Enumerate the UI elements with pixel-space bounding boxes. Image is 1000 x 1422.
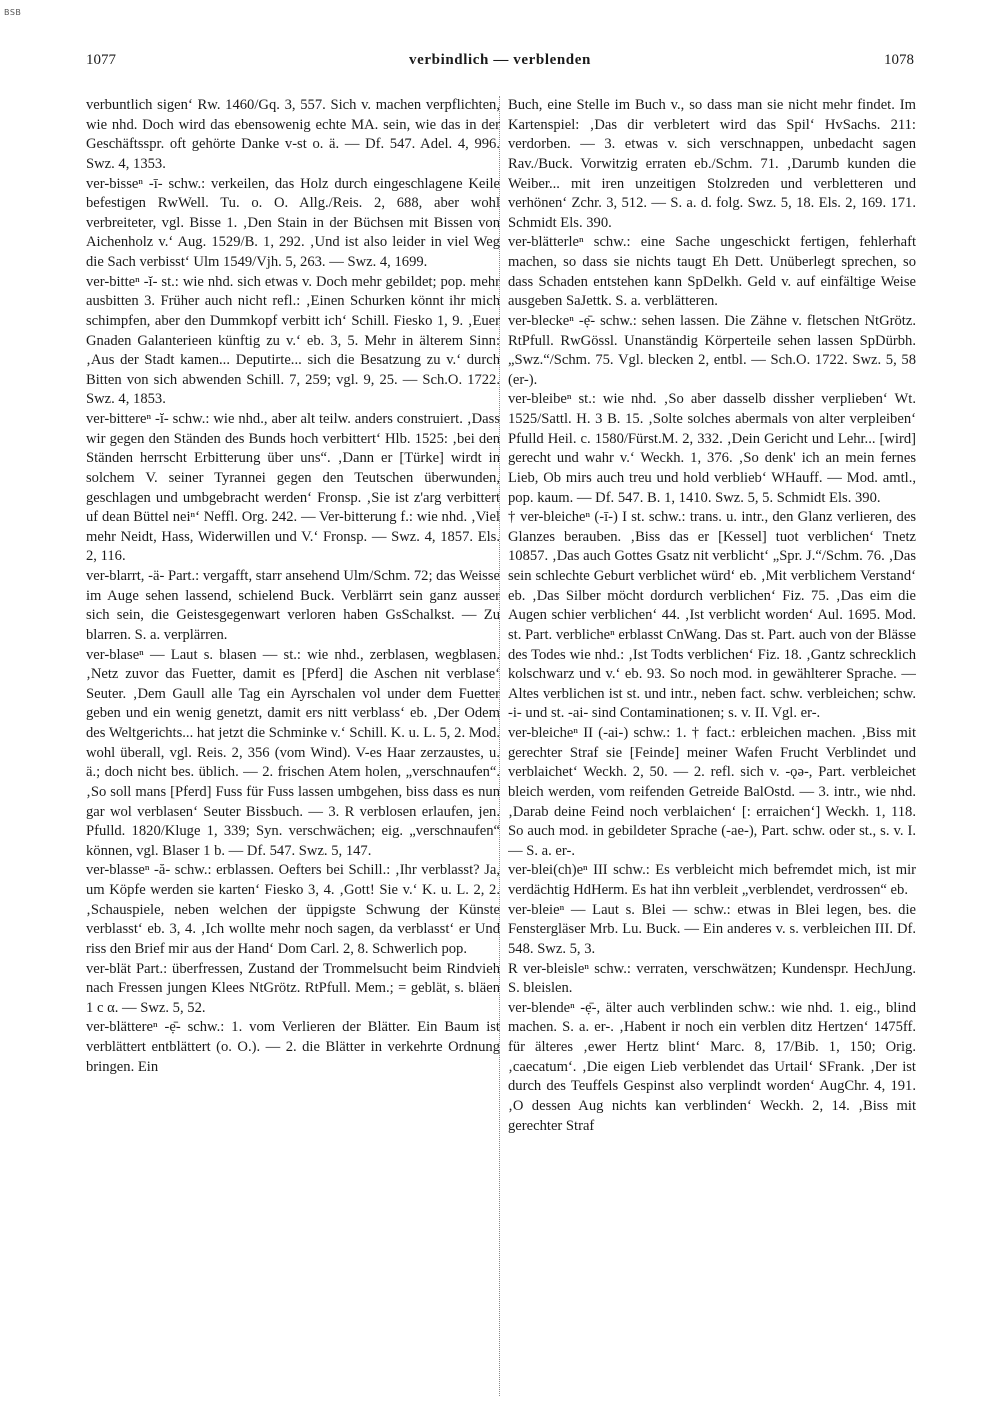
library-stamp: BSB <box>4 8 22 17</box>
entry-ver-blaetterlen: ver-blätterleⁿ schw.: eine Sache ungeschickt fertigen, fehlerhaft machen, so dass sie nichts taugt Eh Dett. Unüberlegt sprechen, so dass Schaden entstehen kann SpDelkh. Geld v. auf einfältige Weise ausgeben SaJettk. S. a. verblätteren. <box>508 234 916 310</box>
entry-ver-blassen: ver-blasseⁿ -ă- schw.: erblassen. Oefters bei Schill.: ‚Ihr verblasst? Ja, um Köpfe werden sie karten‘ Fiesko 3, 4. ‚Gott! Sie v.‘ K. u. L. 2, 2. ‚Schauspiele, neben welchen der üppigste Schwung der Künste verblasst‘ eb. 3, 4. ‚Ich wollte mehr noch sagen, da verblasst‘ er Und riss den Brief mir aus der Hand‘ Dom Carl. 2, 8. Schwerlich pop. <box>86 862 500 957</box>
running-title: verbindlich — verblenden <box>409 52 591 68</box>
entry-ver-bitteren: ver-bittereⁿ -ĭ- schw.: wie nhd., aber alt teilw. anders construiert. ‚Dass wir gegen den Ständen des Bunds hoch verbittert‘ Hlb. 1525: ‚bei den Ständen herrscht Erbitterung über uns“. ‚Dann er [Türke] wirdt in solchem V. seiner Tyrannei gegen den Teutschen überwunden, geschlagen und umbgebracht werden‘ Fronsp. ‚Sie ist z'arg verbittert uf dean Büttel neiⁿ‘ Neffl. Org. 242. — Ver-bitterung f.: wie nhd. ‚Viel mehr Neidt, Hass, Widerwillen und V.‘ Fronsp. — Swz. 4, 1857. Els. 2, 116. <box>86 411 500 565</box>
entry-ver-blaetteren: ver-blättereⁿ -ẹ̄- schw.: 1. vom Verlieren der Blätter. Ein Baum ist verblättert entblättert (o. O.). — 2. die Blätter in verkehrte Ordnung bringen. Ein <box>86 1019 500 1075</box>
entry-ver-bleien: ver-bleieⁿ — Laut s. Blei — schw.: etwas in Blei legen, bes. die Fenstergläser Mrb. Lu. Buck. — Ein anderes v. s. verbleichen III. Df. 548. Swz. 5, 3. <box>508 901 916 957</box>
entry-ver-bleichen-3: ver-blei(ch)eⁿ III schw.: Es verbleicht mich befremdet mich, ist mir verdächtig HdHerm. Es hat ihn verbleit „verblendet, verdrossen“ eb. <box>508 862 916 898</box>
entry-ver-bissen: ver-bisseⁿ -ī- schw.: verkeilen, das Holz durch eingeschlagene Keile befestigen RwWell. Tu. o. O. Allg./Reis. 2, 688, aber wohl verbreiteter, vgl. Bisse 1. ‚Den Stain in der Büchsen mit Bissen von Aichenholz v.‘ Aug. 1529/B. 1, 292. ‚Und ist also leider in viel Weg die Sach verbisst‘ Ulm 1549/Vjh. 5, 263. — Swz. 4, 1699. <box>86 175 500 270</box>
column-divider <box>499 96 500 1396</box>
entry-ver-bleichen-1: † ver-bleicheⁿ (-ī-) I st. schw.: trans. u. intr., den Glanz verlieren, des Glanzes berauben. ‚Biss das er [Kessel] tuot verblichen‘ Tnetz 10857. ‚Das auch Gottes Gsatz nit verblicht‘ „Spr. J.“/Schm. 76. ‚Das sein schlechte Geburt verblichet würd‘ eb. ‚Mit verblichem Verstand‘ eb. ‚Das Silber möcht dordurch verblichen‘ Fiz. 75. ‚Das eim die Augen schier verblichen‘ 44. ‚Ist verblicht worden‘ Aul. 1695. Mod. st. Part. verblicheⁿ erblasst CnWang. Das st. Part. auch von der Blässe des Todes wie nhd.: ‚Ist Todts verblichen‘ Fiz. 18. ‚Gantz schrecklich kolschwarz und v.‘ eb. 93. So noch mod. in gewählterer Sprache. — Altes verblichen ist st. und intr., neben fact. schw. verbleichen; schw. -i- und st. -ai- sind Contaminationen; s. v. II. Vgl. er-. <box>508 509 916 722</box>
entry-ver-bitten: ver-bitteⁿ -ĭ- st.: wie nhd. sich etwas v. Doch mehr gebildet; pop. mehr ausbitten 3. Früher auch nicht refl.: ‚Einen Schurken könnt ihr mich schimpfen, aber den Dummkopf verbitt ich‘ Schill. Fiesko 1, 9. ‚Euer Gnaden Galanterieen künftig zu v.‘ eb. 3, 5. Mehr in älterem Sinn: ‚Aus der Stadt kamen... Deputirte... sich die Besatzung zu v.‘ durch Bitten von sich abwenden Schill. 7, 259; vgl. 9, 25. — Sch.O. 1722. Swz. 4, 1853. <box>86 273 500 408</box>
entry-ver-blarrt: ver-blarrt, -ä- Part.: vergafft, starr ansehend Ulm/Schm. 72; das Weisse im Auge sehen lassend, schielend Buck. Verblärrt sein ganz ausser sich sein, die Geistesgegenwart verloren haben GsSchalkst. — Zu blarren. S. a. verplärren. <box>86 568 500 643</box>
left-column <box>86 96 500 1406</box>
entry-ver-blenden: ver-blendeⁿ -ẹ̄-, älter auch verblinden schw.: wie nhd. 1. eig., blind machen. S. a. er-. ‚Habent ir noch ein verblen ditz Hertzen‘ 1475ff. für älteres ‚ewer Hertz blint‘ Marc. 8, 17/Bib. 1, 150; Orig. ‚caecatum‘. ‚Die eigen Lieb verblendet das Urtail‘ SFrank. ‚Der ist durch des Teuffels Gespinst also verplindt worden‘ AugChr. 4, 191. ‚O dessen Aug nichts kan verblinden‘ Weckh. 2, 14. ‚Biss mit gerechter Straf <box>508 999 916 1134</box>
entry-ver-blaet: ver-blät Part.: überfressen, Zustand der Trommelsucht beim Rindvieh nach Fressen jungen Klees NtGrötz. RtPfull. Mem.; = geblät, s. bläen 1 c α. — Swz. 5, 52. <box>86 960 500 1016</box>
entry-ver-blasen: ver-blaseⁿ — Laut s. blasen — st.: wie nhd., zerblasen, wegblasen. ‚Netz zuvor das Fuetter, damit es [Pferd] die Aschen nit verblase‘ Seuter. ‚Dem Gaull alle Tag ein Ayrschalen vol under dem Fuetter geben und ein wenig genetzt, damit ers nitt verblass‘ eb. ‚Der Odem des Weltgerichts... hat jetzt die Schminke v.‘ Schill. K. u. L. 5, 2. Mod. wohl überall, vgl. Reis. 2, 356 (vom Wind). V-es Haar zerzaustes, u. ä.; doch nicht bes. üblich. — 2. frischen Atem holen, „verschnaufen“. ‚So soll mans [Pferd] Fuss für Fuss lassen umbgehen, biss dass es nun gar wol verblasen‘ Seuter Bissbuch. — 3. R verblosen erlaufen, jen. Pfulld. 1820/Kluge 1, 339; Syn. verschwächen; eig. „verschnaufen“ können, vgl. Blaser 1 b. — Df. 547. Swz. 5, 147. <box>86 646 500 859</box>
entry-verbindlich-cont: verbuntlich sigen‘ Rw. 1460/Gq. 3, 557. Sich v. machen verpflichten, wie nhd. Doch wird das ebensowenig echte MA. sein, wie das in der Geschäftsspr. oft gehörte Danke v-st o. ä. — Df. 547. Adel. 4, 996. Swz. 4, 1353. <box>86 97 500 172</box>
entry-ver-blaetteren-cont: Buch, eine Stelle im Buch v., so dass man sie nicht mehr findet. Im Kartenspiel: ‚Das dir verbletert wird das Spil‘ HvSachs. 211: verdorben. — 3. etwas v. sich verschnappen, unbedacht sagen Rav./Buck. Vorwitzig erraten eb./Schm. 71. ‚Darumb kunden die Weiber... mit iren unzeitigen Stolzreden und verbletteren und verhönen‘ Zchr. 3, 512. — S. a. d. folg. Swz. 5, 18. Els. 2, 169. 171. Schmidt Els. 390. <box>508 97 916 231</box>
entry-ver-bleichen-2: ver-bleicheⁿ II (-ai-) schw.: 1. † fact.: erbleichen machen. ‚Biss mit gerechter Straf sie [Feinde] meiner Wafen Frucht Verblindet und verblaichet‘ Weckh. 2, 50. — 2. refl. sich v. -ǫə-, Part. verbleichet bleich werden, vom reifenden Getreide BalOstd. — 3. intr., wie nhd. ‚Darab deine Feind noch verblaichen‘ [: erraichen‘] Weckh. 1, 118. So auch mod. in gebildeter Sprache (-ae-), Part. schw. oder st., s. v. I. — S. a. er-. <box>508 725 916 859</box>
page-number-left: 1077 <box>86 52 116 68</box>
entry-ver-bleiben: ver-bleibeⁿ st.: wie nhd. ‚So aber dasselb dissher verplieben‘ Wt. 1525/Sattl. H. 3 B. 15. ‚Solte solches abermals von alter verpleiben‘ Pfulld Heil. c. 1580/Fürst.M. 2, 332. ‚Dein Gericht und Lehr... [wird] gerecht und wahr v.‘ Weckh. 1, 376. ‚So denk' ich an mein fernes Lieb, Ob mirs auch treu und hold verblieb‘ WHauff. — Mod. amtl., pop. kaum. — Df. 547. B. 1, 1410. Swz. 5, 5. Schmidt Els. 390. <box>508 391 916 506</box>
entry-ver-blecken: ver-bleckeⁿ -ẹ̄- schw.: sehen lassen. Die Zähne v. fletschen NtGrötz. RtPfull. RwGössl. Unanständig Körperteile sehen lassen SpDürbh. „Swz.“/Schm. 75. Vgl. blecken 2, entbl. — Sch.O. 1722. Swz. 5, 58 (er-). <box>508 312 916 388</box>
page-number-right: 1078 <box>884 52 914 68</box>
page-header <box>86 52 914 76</box>
entry-ver-bleislen: R ver-bleisleⁿ schw.: verraten, verschwätzen; Kundenspr. HechJung. S. bleislen. <box>508 960 916 997</box>
right-column <box>508 96 916 1406</box>
